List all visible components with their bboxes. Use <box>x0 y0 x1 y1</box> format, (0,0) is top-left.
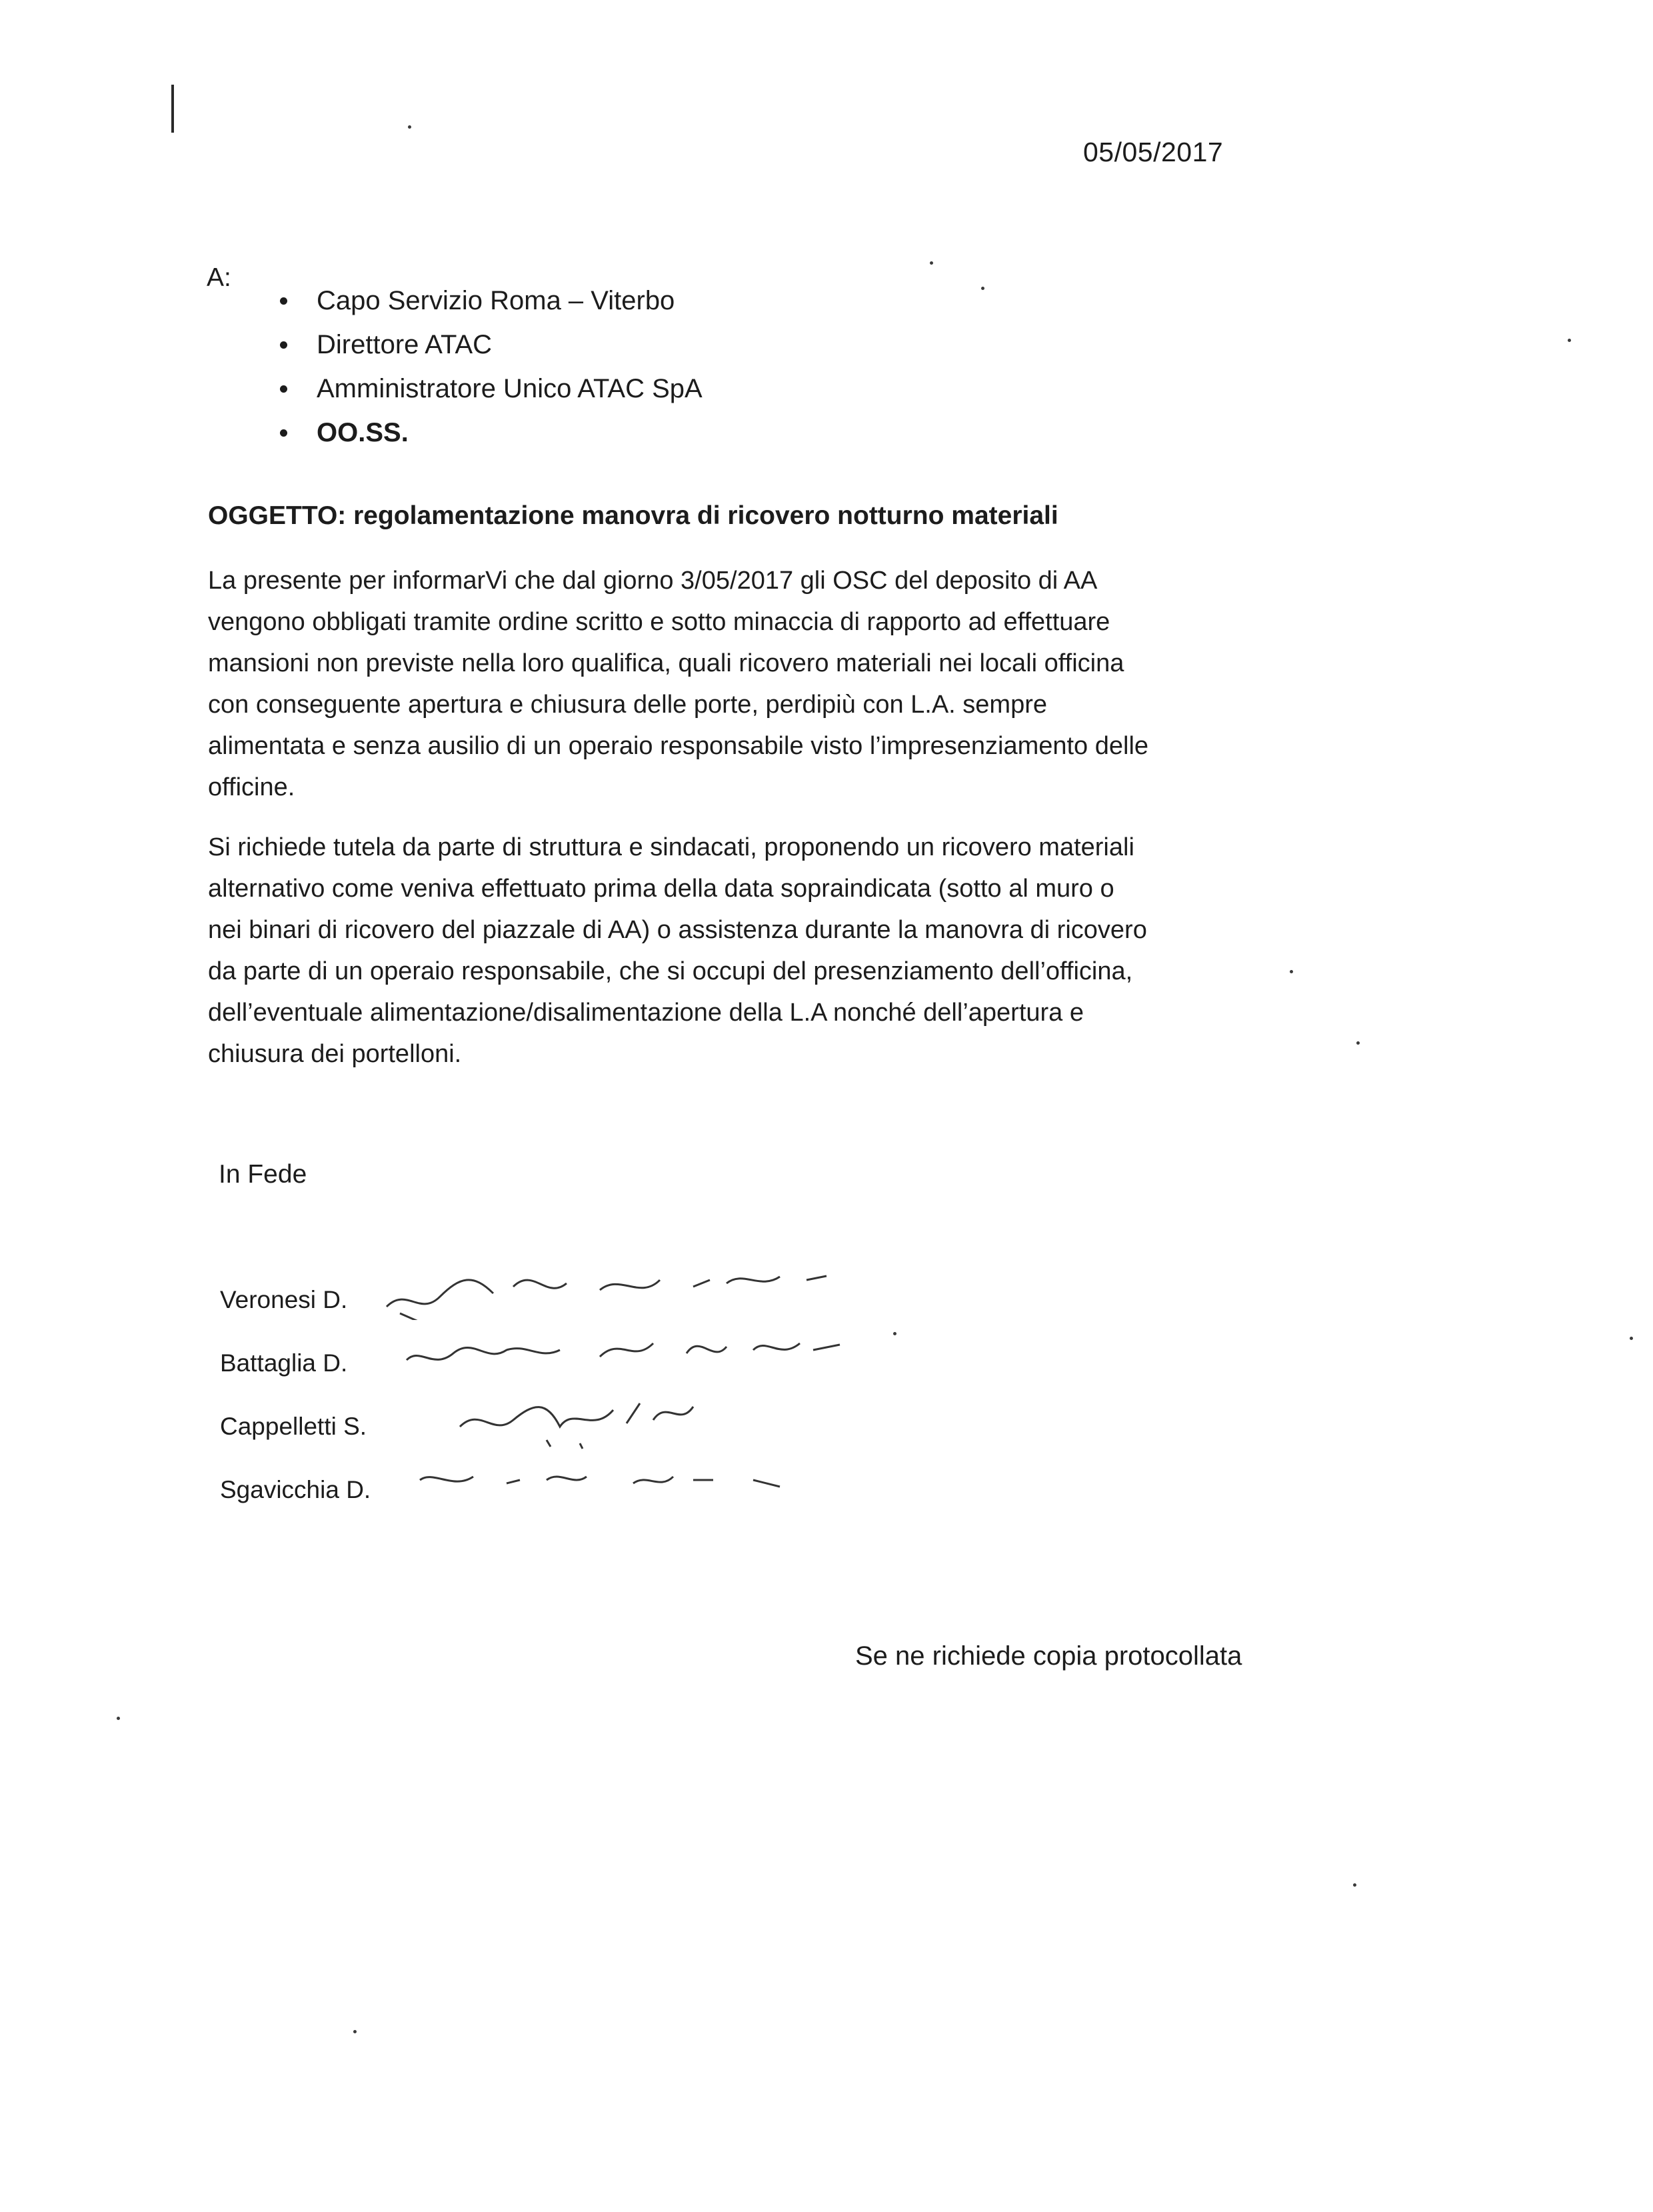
recipient-item: Amministratore Unico ATAC SpA <box>280 367 703 411</box>
scan-artifact <box>171 85 174 133</box>
letter-date: 05/05/2017 <box>1083 137 1224 167</box>
recipient-item: Capo Servizio Roma – Viterbo <box>280 279 703 323</box>
paragraph-line: con conseguente apertura e chiusura delle porte, perdipiù con L.A. sempre <box>208 691 1048 719</box>
scan-speck <box>408 125 411 129</box>
scan-speck <box>893 1332 896 1335</box>
recipient-item: Direttore ATAC <box>280 323 703 367</box>
scan-speck <box>930 261 933 265</box>
handwritten-signature <box>380 1387 727 1453</box>
scan-speck <box>1353 1883 1356 1887</box>
handwritten-signature <box>380 1450 820 1510</box>
signature-row <box>220 1343 371 1407</box>
paragraph-line: vengono obbligati tramite ordine scritto e sotto minaccia di rapporto ad effettuare <box>208 608 1110 636</box>
paragraph-line: officine. <box>208 773 295 801</box>
signature-row <box>220 1407 371 1470</box>
signatory-name: Cappelletti S. <box>220 1413 367 1440</box>
paragraph-line: chiusura dei portelloni. <box>208 1040 462 1068</box>
footer-note: Se ne richiede copia protocollata <box>855 1641 1242 1671</box>
closing-salutation: In Fede <box>219 1160 307 1189</box>
signatory-name: Sgavicchia D. <box>220 1476 371 1503</box>
paragraph-line: da parte di un operaio responsabile, che si occupi del presenziamento dell’officina, <box>208 957 1133 985</box>
scan-speck <box>117 1717 120 1720</box>
letter-subject: OGGETTO: regolamentazione manovra di ricovero notturno materiali <box>208 501 1058 530</box>
signature-row <box>220 1470 371 1533</box>
scan-speck <box>981 287 984 290</box>
paragraph-line: alternativo come veniva effettuato prima della data sopraindicata (sotto al muro o <box>208 875 1114 903</box>
signature-row <box>220 1280 371 1343</box>
recipient-item: OO.SS. <box>280 411 703 455</box>
scan-speck <box>353 2030 357 2033</box>
signatory-name: Battaglia D. <box>220 1349 348 1377</box>
paragraph-line: Si richiede tutela da parte di struttura e sindacati, proponendo un ricovero materiali <box>208 833 1134 861</box>
handwritten-signature <box>380 1323 873 1383</box>
scan-speck <box>1356 1041 1360 1045</box>
signature-block <box>220 1280 371 1533</box>
scan-speck <box>1290 970 1293 973</box>
paragraph-line: La presente per informarVi che dal giorno 3/05/2017 gli OSC del deposito di AA <box>208 567 1098 595</box>
recipients-label: A: <box>207 263 231 292</box>
paragraph-line: mansioni non previste nella loro qualifica, quali ricovero materiali nei locali officina <box>208 649 1124 677</box>
paragraph-line: alimentata e senza ausilio di un operaio responsabile visto l’impresenziamento delle <box>208 732 1149 760</box>
recipient-list <box>280 279 703 455</box>
signatory-name: Veronesi D. <box>220 1286 348 1313</box>
body-paragraph-1 <box>208 560 1288 808</box>
paragraph-line: nei binari di ricovero del piazzale di AA) o assistenza durante la manovra di ricovero <box>208 916 1147 944</box>
scan-speck <box>1630 1337 1633 1340</box>
body-paragraph-2 <box>208 827 1288 1075</box>
scan-speck <box>1568 339 1571 342</box>
paragraph-line: dell’eventuale alimentazione/disalimentazione della L.A nonché dell’apertura e <box>208 999 1084 1027</box>
handwritten-signature <box>380 1260 860 1320</box>
